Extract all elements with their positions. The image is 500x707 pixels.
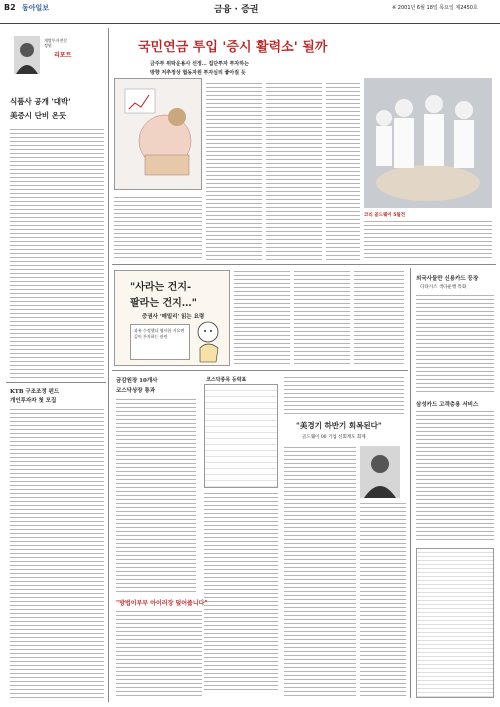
interview-quote-1: "사라는 건지- xyxy=(130,282,192,293)
mid-body-3 xyxy=(354,270,404,366)
right-headline-2: 삼성카드 고객층용 서비스 xyxy=(416,402,479,408)
left-headline-2: 美증시 단비 온듯 xyxy=(10,111,67,120)
infographic-icon xyxy=(115,79,201,189)
stock-table xyxy=(204,384,278,488)
photo-caption-body xyxy=(364,220,492,260)
lead-headline: 국민연금 투입 '증시 활력소' 될까 xyxy=(138,40,328,55)
interview-callout-text: 과유 수정했다 영사한 거으면 깊이 투자하는 관련 xyxy=(134,328,185,339)
date-line: ※ 2001년 6월 18일 목요일 제2450호 xyxy=(392,5,478,11)
paper-name: 동아일보 xyxy=(22,4,50,12)
page-number: B2 xyxy=(4,3,16,12)
chefs-photo xyxy=(364,78,492,208)
left-article-body xyxy=(10,128,104,378)
table-title: 코스닥종목 등락표 xyxy=(206,377,247,383)
badge-line1: 개발투자전문 xyxy=(44,38,68,43)
author-portrait-icon xyxy=(14,36,40,74)
right-interview-body-2 xyxy=(360,502,406,696)
interview-subtitle: 증권사 '매밀리' 읽는 요령 xyxy=(142,314,205,320)
bottom-quote-body xyxy=(116,610,202,696)
cartoon-icon xyxy=(186,318,228,364)
badge-line2: 정원 xyxy=(44,43,52,48)
interviewee-photo xyxy=(360,446,400,498)
mid-body-2 xyxy=(294,270,350,366)
bottom-headline-2: 코스닥상장 통과 xyxy=(116,388,156,394)
left-headline-1: 식품사 공개 '대박' xyxy=(10,97,71,106)
bottom-article-body xyxy=(116,398,196,592)
lead-infographic xyxy=(114,78,202,190)
photo-icon xyxy=(364,78,492,208)
photo-caption: 코리 골드웨이 5월전 xyxy=(364,213,406,218)
bottom-quote: "방법이부부 아이러장 덮어줍니다" xyxy=(116,600,208,607)
lead-body-2 xyxy=(266,82,322,260)
lead-subhead-1: 금주부 위탁운용사 선정… 집단투자 투자하는 xyxy=(150,61,249,67)
interview-quote-2: 팔라는 건지…" xyxy=(130,298,197,309)
right-interview-subtitle: 골드웨이 00 기업 신회계도 회계 xyxy=(302,435,366,440)
table-article-body xyxy=(204,492,278,692)
right-sub-1: 디타시스 색다운행 특화 xyxy=(420,285,467,290)
bottom-headline-1: 금감원장 10개사 xyxy=(116,378,158,384)
right-interview-body-1 xyxy=(284,446,356,696)
ktb-article-body xyxy=(10,408,104,698)
mid-right-body xyxy=(284,376,404,416)
lead-body-4 xyxy=(326,82,360,260)
lead-body-3 xyxy=(114,196,202,260)
lead-body-1 xyxy=(206,82,262,260)
right-body-2 xyxy=(416,410,494,542)
right-interview-quote: "美경기 하반기 회복된다" xyxy=(296,421,382,430)
right-body-1 xyxy=(416,294,494,394)
cartoon-illustration xyxy=(186,318,228,364)
right-table xyxy=(416,548,494,698)
lead-subhead-2: 방향 저추정상 협동자원 투자심리 좋아질 듯 xyxy=(150,70,246,76)
ktb-headline-2: 개인투자자 첫 모집 xyxy=(10,398,57,404)
right-headline-1: 외국사들만 신용카드 등장 xyxy=(416,276,479,282)
section-title: 금융 · 증권 xyxy=(214,5,259,15)
author-photo xyxy=(14,36,40,74)
badge-title: 리포트 xyxy=(54,52,72,59)
mid-body-1 xyxy=(234,270,290,366)
ktb-headline-1: KTB 구조조정 펀드 xyxy=(10,389,60,395)
interviewee-portrait-icon xyxy=(360,446,400,498)
